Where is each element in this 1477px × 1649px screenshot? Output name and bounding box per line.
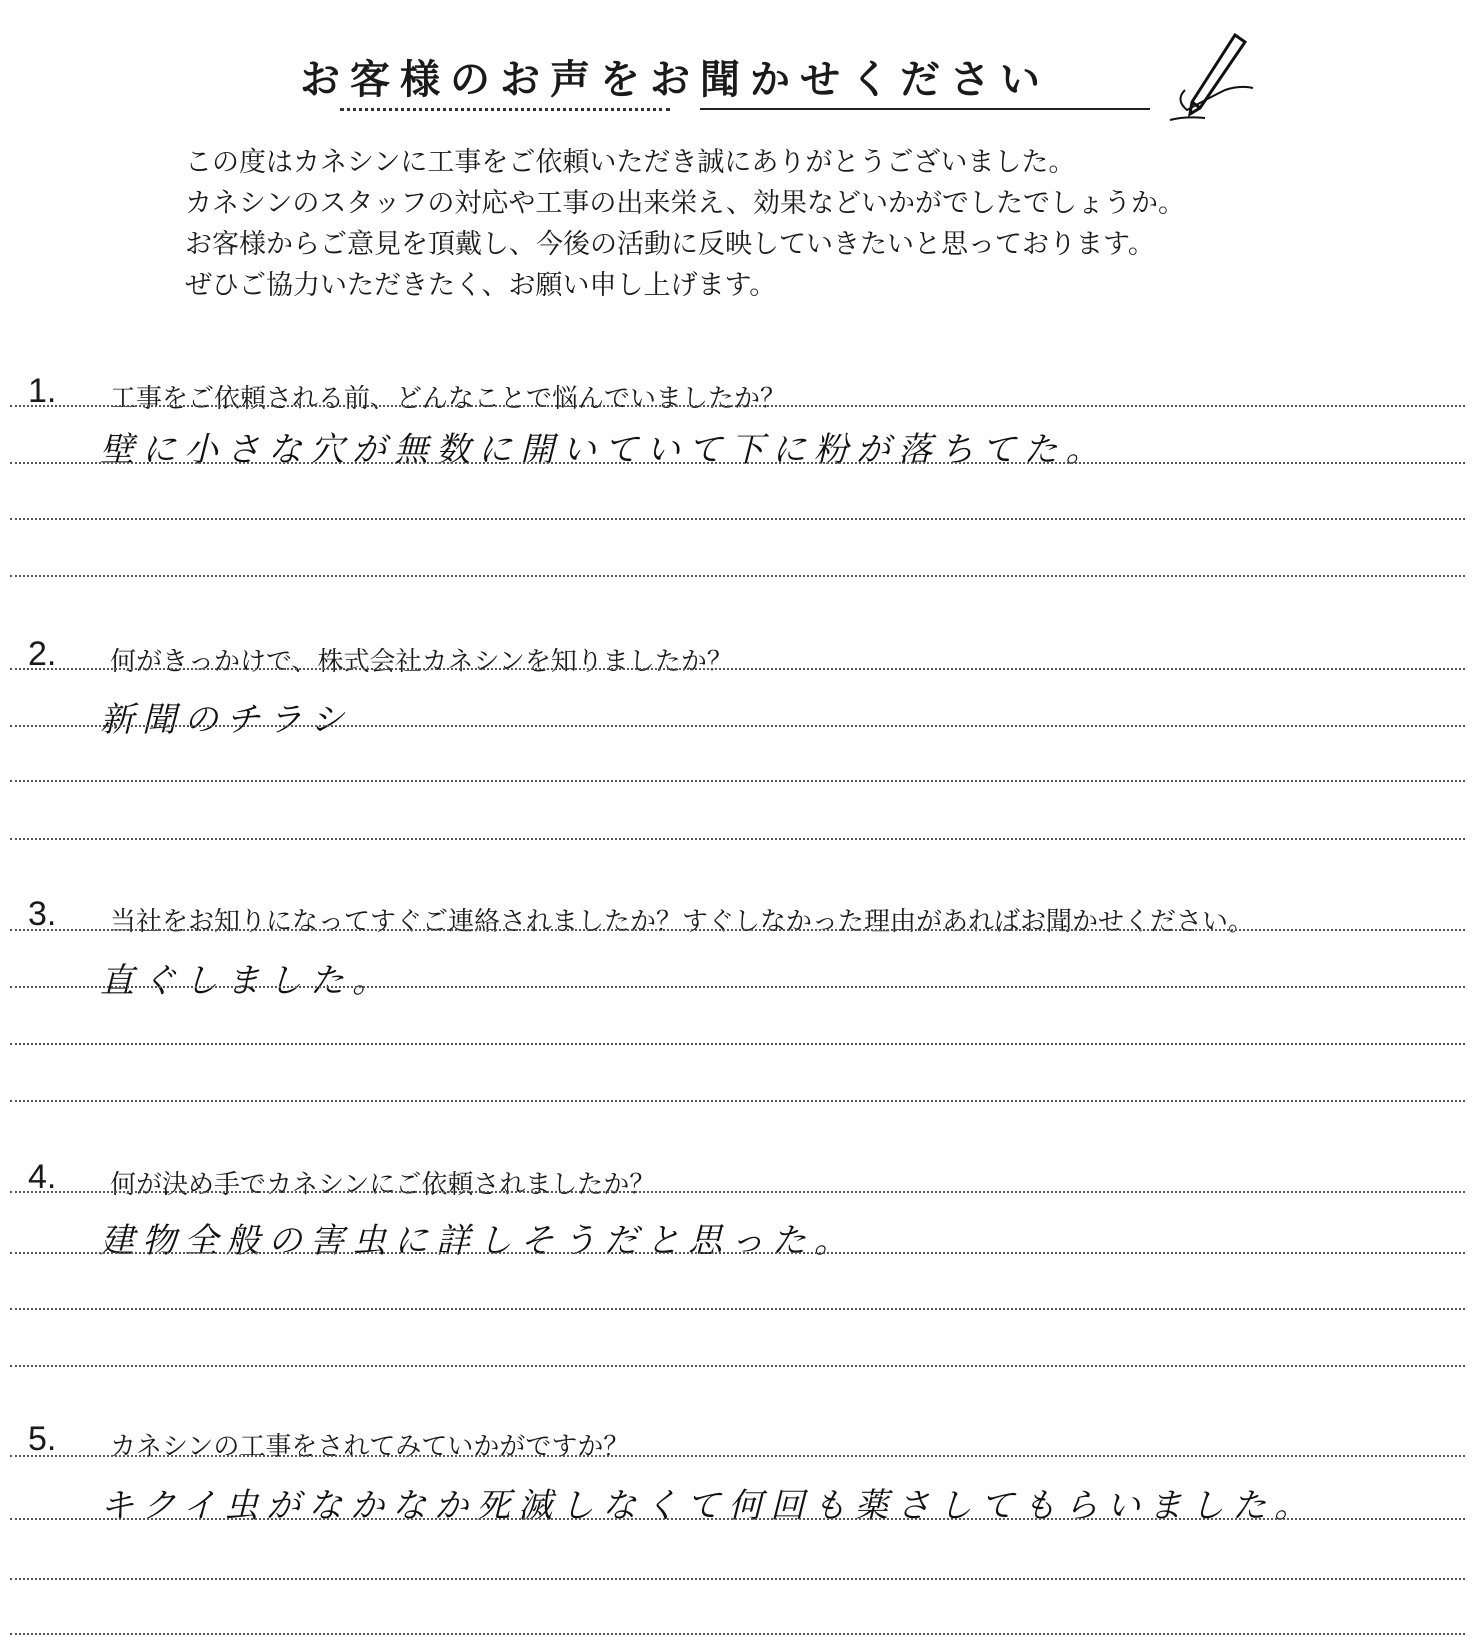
answer-handwriting: 直ぐしました。 <box>100 961 394 1001</box>
question-text: 何が決め手でカネシンにご依頼されましたか？ <box>110 1170 656 1200</box>
page-title: お客様のお声をお聞かせください <box>300 57 1050 103</box>
answer-line <box>10 1252 1465 1254</box>
answer-line <box>10 1100 1465 1102</box>
answer-line <box>10 1365 1465 1367</box>
question-number: 3. <box>28 895 57 933</box>
title-dots-decoration <box>340 108 670 111</box>
intro-line: この度はカネシンに工事をご依頼いただき誠にありがとうございました。 <box>185 147 1076 178</box>
question-text: 工事をご依頼される前、どんなことで悩んでいましたか？ <box>110 384 787 414</box>
answer-line <box>10 1518 1465 1520</box>
answer-line <box>10 462 1465 464</box>
answer-line <box>10 1633 1465 1635</box>
answer-line <box>10 575 1465 577</box>
intro-line: カネシンのスタッフの対応や工事の出来栄え、効果などいかがでしたでしょうか。 <box>185 188 1185 219</box>
answer-line <box>10 1578 1465 1580</box>
answer-line <box>10 1455 1465 1457</box>
intro-line: お客様からご意見を頂戴し、今後の活動に反映していきたいと思っております。 <box>185 229 1155 260</box>
answer-line <box>10 1043 1465 1045</box>
answer-line <box>10 780 1465 782</box>
question-text: 当社をお知りになってすぐご連絡されましたか？すぐしなかった理由があればお聞かせください。 <box>110 907 1255 937</box>
answer-handwriting: 新聞のチラシ <box>100 700 352 740</box>
answer-handwriting: キクイ虫がなかなか死滅しなくて何回も薬さしてもらいました。 <box>100 1486 1317 1526</box>
answer-line <box>10 725 1465 727</box>
answer-line <box>10 668 1465 670</box>
title-underline <box>700 108 1150 110</box>
answer-line <box>10 1308 1465 1310</box>
answer-handwriting: 建物全般の害虫に詳しそうだと思った。 <box>100 1221 856 1261</box>
answer-line <box>10 986 1465 988</box>
question-number: 2. <box>28 635 57 673</box>
question-number: 5. <box>28 1420 57 1458</box>
question-number: 1. <box>28 372 57 410</box>
answer-handwriting: 壁に小さな穴が無数に開いていて下に粉が落ちてた。 <box>100 430 1108 470</box>
pen-writing-icon <box>1165 30 1255 125</box>
intro-line: ぜひご協力いただきたく、お願い申し上げます。 <box>185 270 777 301</box>
intro-text <box>185 142 1425 306</box>
question-number: 4. <box>28 1158 57 1196</box>
question-text: カネシンの工事をされてみていかがですか？ <box>110 1432 630 1462</box>
answer-line <box>10 405 1465 407</box>
answer-line <box>10 929 1465 931</box>
answer-line <box>10 838 1465 840</box>
answer-line <box>10 1191 1465 1193</box>
answer-line <box>10 518 1465 520</box>
question-text: 何がきっかけで、株式会社カネシンを知りましたか？ <box>110 647 733 677</box>
